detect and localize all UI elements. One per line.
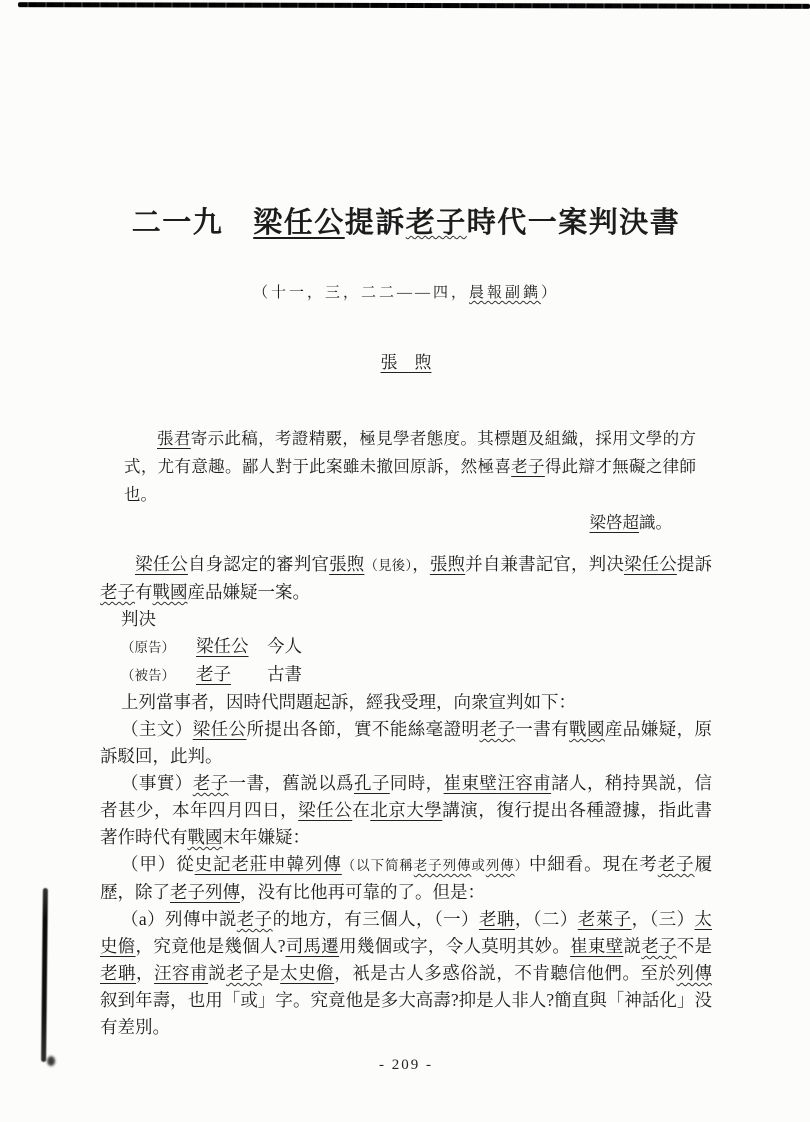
person-name-liang-rengong: 梁任公 [253, 207, 345, 239]
inline-note: （見後） [364, 558, 413, 573]
publication-note [100, 281, 712, 302]
person-name: 梁任公 [192, 719, 247, 739]
body-text: 産品嫌疑一案。 [187, 582, 310, 602]
body-text: 一書，舊説以爲 [228, 773, 354, 793]
inline-note: （以下简稱 [341, 858, 414, 873]
page-content [100, 0, 712, 1074]
paragraph-facts [100, 770, 712, 851]
era-name: 戰國 [187, 827, 223, 847]
author-line [100, 348, 712, 373]
person-name: 張煦 [429, 554, 466, 574]
body-text: 説 [208, 963, 227, 983]
body-text: 叙到年壽，也用「或」字。究竟他是多大高壽?抑是人非人?簡直與「神話化」没有差別。 [100, 990, 712, 1037]
book-name-laozi: 老子 [405, 207, 467, 239]
book-name: 老子 [479, 719, 516, 739]
paragraph-declaration [100, 689, 712, 716]
book-name: 老子 [196, 664, 231, 684]
case-name-cell [175, 633, 267, 660]
person-name: 太史儋 [280, 963, 335, 983]
author-name: 張 煦 [380, 353, 432, 372]
era-name: 戰國 [152, 582, 188, 602]
person-name: 老聃 [478, 909, 515, 929]
body-text: 上列當事者，因時代問題起訴，經我受理，向衆宣判如下： [121, 692, 576, 712]
article-body [100, 551, 712, 1041]
body-text: 用幾個或字，令人莫明其妙。 [339, 936, 571, 956]
book-name: 老子列傳 [170, 882, 240, 902]
person-name-liang-qichao: 梁啓超 [589, 513, 639, 532]
inline-note: ） [514, 858, 529, 873]
case-name-cell [175, 661, 267, 688]
section-label: （事實） [121, 773, 193, 793]
inline-note: 或 [471, 858, 486, 873]
case-row-defendant [100, 661, 712, 689]
closing-paren: ） [541, 285, 560, 301]
body-text: 説 [623, 936, 642, 956]
book-name: 老子 [100, 582, 135, 602]
book-name: 老子 [226, 963, 263, 983]
book-name: 老子 [657, 854, 695, 874]
person-name: 孔子 [353, 773, 390, 793]
body-text: 末年嫌疑： [222, 827, 310, 847]
book-name: 史記老莊申韓列傳 [194, 854, 342, 874]
article-title [100, 200, 712, 241]
paragraph-verdict-heading [100, 606, 712, 633]
title-text: 提訴 [344, 207, 406, 239]
person-name: 梁任公 [135, 554, 188, 574]
body-text: 是 [262, 963, 281, 983]
case-role-label: （被告） [121, 668, 175, 683]
book-name: 老子 [236, 909, 273, 929]
book-name: 列傳 [676, 963, 713, 983]
person-name: 汪容甫 [154, 963, 209, 983]
body-text: ，（二） [514, 909, 578, 929]
body-text: 自身認定的審判官 [187, 554, 330, 574]
quote-text: 得此辯才無礙之律師也。 [124, 457, 697, 504]
body-text: 判决 [121, 609, 156, 629]
paragraph-intro [100, 551, 712, 606]
body-text: ，没有比他再可靠的了。但是： [240, 882, 485, 902]
person-name: 老萊子 [577, 909, 632, 929]
case-description: 古書 [267, 664, 302, 684]
body-text: 講演，復行提出各種證據，指此書著作時代有 [100, 800, 713, 847]
paragraph-point-a [100, 906, 712, 1041]
person-name: 梁任公 [196, 636, 249, 656]
body-text: 不是 [676, 936, 713, 956]
case-description: 今人 [267, 636, 302, 656]
body-text: ，（三） [631, 909, 695, 929]
book-name: 老子 [192, 773, 229, 793]
editor-note-quote [100, 425, 712, 509]
person-name: 汪容甫 [497, 773, 552, 793]
body-text: 在 [352, 800, 371, 820]
person-name: 崔東壁 [443, 773, 498, 793]
book-name: 老子 [641, 936, 677, 956]
paragraph-main-ruling [100, 716, 712, 770]
title-text: 時代一案判決書 [466, 207, 681, 239]
person-name: 崔東壁 [570, 936, 624, 956]
case-row-plaintiff [100, 633, 712, 661]
person-name: 梁任公 [298, 800, 353, 820]
institution-name: 北京大學 [370, 800, 443, 820]
era-name: 戰國 [569, 719, 605, 739]
signature-suffix: 識。 [639, 513, 672, 532]
section-label: （甲）從 [121, 854, 195, 874]
body-text: 産品嫌疑，原訴駁回，此判。 [100, 719, 712, 766]
section-label: （主文） [121, 719, 193, 739]
body-text: 的地方，有三個人，（一） [272, 909, 479, 929]
article-number: 二一九 [131, 207, 224, 239]
body-text: 有 [135, 582, 153, 602]
publication-name: 晨報副鐫 [468, 285, 541, 301]
body-text: 中細看。現在考 [528, 854, 658, 874]
person-name: 梁任公 [623, 554, 677, 574]
body-text: 所提出各節，實不能絲毫證明 [246, 719, 480, 739]
person-name: 老聃 [100, 963, 137, 983]
person-name: 司馬遷 [285, 936, 340, 956]
section-label: （a）列傳中説 [121, 909, 237, 929]
book-name: 列傳 [485, 858, 515, 873]
publication-date: （十一，三，二二——四， [252, 285, 469, 301]
body-text: 一書有 [515, 719, 570, 739]
quote-text: 寄示此稿，考證精覈，極見學者態度。其標題及組織，採用文學的方式，尤有意趣。鄙人對于此案雖未撤回原訴，然極喜 [124, 429, 697, 476]
body-text: 同時， [389, 773, 444, 793]
book-name-laozi: 老子 [511, 457, 545, 476]
scan-streak-artifact-left [41, 888, 48, 1062]
person-name: 張煦 [329, 554, 365, 574]
body-text: 并自兼書記官，判决 [465, 554, 624, 574]
page-number: - 209 - [379, 1057, 433, 1073]
body-text: ， [136, 963, 155, 983]
body-text: 提訴 [676, 554, 713, 574]
body-text: 諸人，稍持異説，信者甚少，本年四月四日， [100, 773, 712, 820]
person-name: 太史儋 [100, 909, 713, 956]
paragraph-point-jia [100, 851, 712, 906]
body-text: ，究竟他是幾個人? [135, 936, 286, 956]
body-text: 履歷，除了 [100, 854, 713, 902]
body-text: ，衹是古人多惑俗説，不肯聽信他們。至於 [334, 963, 677, 983]
book-name: 老子列傳 [413, 858, 472, 873]
person-name-zhangjun: 張君 [157, 429, 191, 448]
quote-signature [100, 509, 712, 537]
case-role-label: （原告） [121, 640, 175, 655]
body-text: ， [412, 554, 430, 574]
